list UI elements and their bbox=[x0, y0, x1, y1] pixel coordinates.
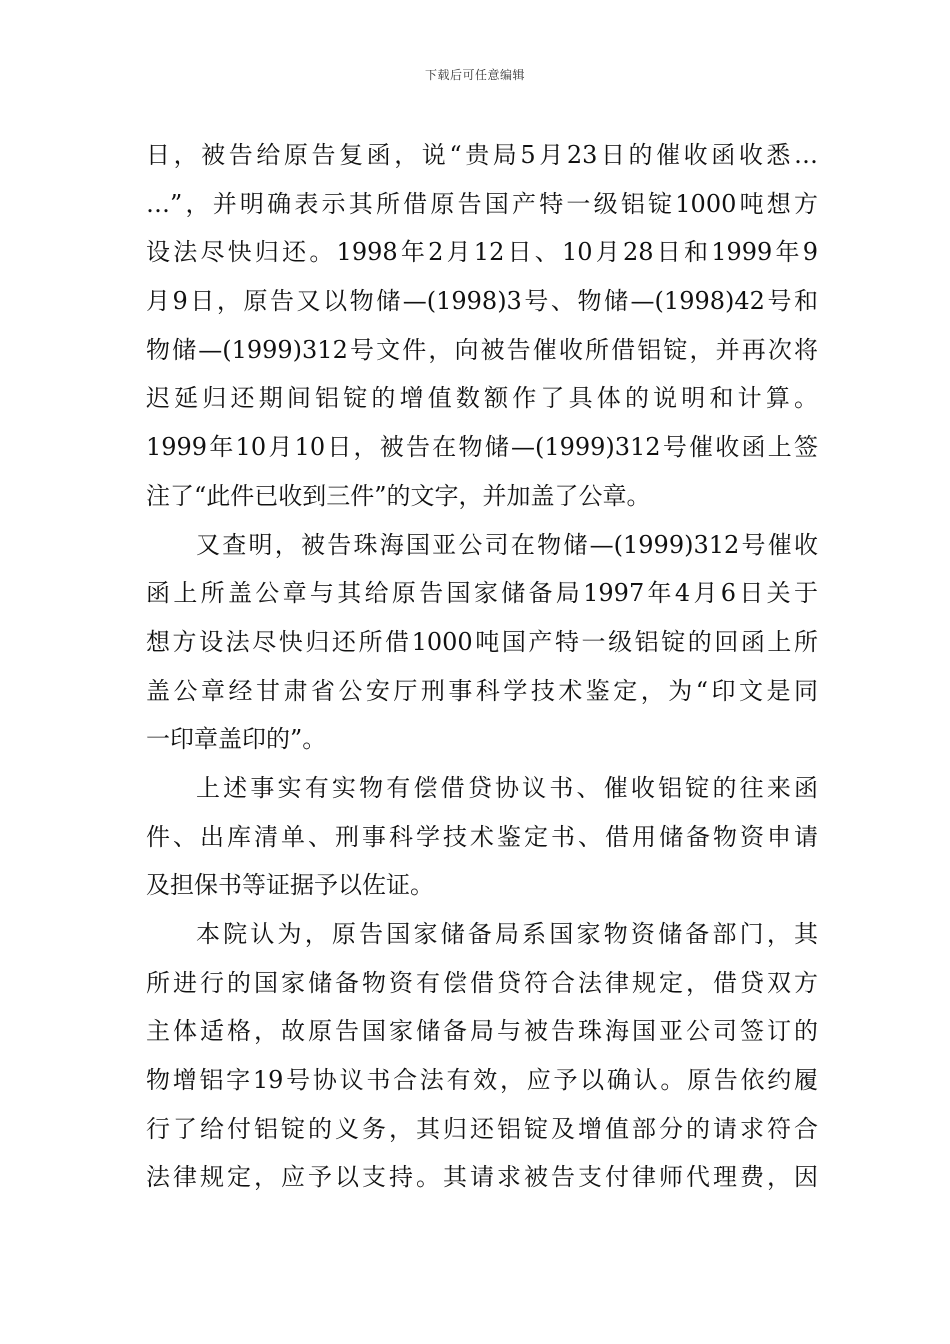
text-line: 月9日，原告又以物储—(1998)3号、物储—(1998)42号和 bbox=[146, 287, 818, 316]
text-line: 迟延归还期间铝锭的增值数额作了具体的说明和计算。 bbox=[146, 384, 818, 413]
text-line: 上述事实有实物有偿借贷协议书、催收铝锭的往来函 bbox=[196, 773, 818, 802]
text-line: …”，并明确表示其所借原告国产特一级铝锭1000吨想方 bbox=[146, 189, 818, 218]
text-line: 物增铝字19号协议书合法有效，应予以确认。原告依约履 bbox=[146, 1066, 818, 1095]
text-line: 行了给付铝锭的义务，其归还铝锭及增值部分的请求符合 bbox=[146, 1114, 818, 1143]
text-line: 设法尽快归还。1998年2月12日、10月28日和1999年9 bbox=[146, 238, 818, 267]
page-header: 下载后可任意编辑 bbox=[424, 68, 525, 82]
text-line: 法律规定，应予以支持。其请求被告支付律师代理费，因 bbox=[146, 1163, 818, 1192]
text-line: 想方设法尽快归还所借1000吨国产特一级铝锭的回函上所 bbox=[146, 627, 818, 656]
text-line: 又查明，被告珠海国亚公司在物储—(1999)312号催收 bbox=[196, 530, 818, 559]
text-line: 盖公章经甘肃省公安厅刑事科学技术鉴定，为“印文是同 bbox=[146, 676, 818, 705]
text-line: 1999年10月10日，被告在物储—(1999)312号催收函上签 bbox=[146, 433, 818, 462]
text-line: 注了“此件已收到三件”的文字，并加盖了公章。 bbox=[146, 481, 651, 510]
document-body bbox=[146, 131, 818, 1202]
text-line: 主体适格，故原告国家储备局与被告珠海国亚公司签订的 bbox=[146, 1017, 818, 1046]
text-line: 件、出库清单、刑事科学技术鉴定书、借用储备物资申请 bbox=[146, 822, 818, 851]
text-line: 函上所盖公章与其给原告国家储备局1997年4月6日关于 bbox=[146, 579, 818, 608]
text-line: 所进行的国家储备物资有偿借贷符合法律规定，借贷双方 bbox=[146, 968, 818, 997]
text-line: 本院认为，原告国家储备局系国家物资储备部门，其 bbox=[196, 920, 818, 948]
text-line: 及担保书等证据予以佐证。 bbox=[146, 871, 434, 900]
text-line: 物储—(1999)312号文件，向被告催收所借铝锭，并再次将 bbox=[146, 335, 818, 364]
text-line: 一印章盖印的”。 bbox=[146, 725, 327, 754]
text-line: 日，被告给原告复函，说“贵局5月23日的催收函收悉… bbox=[146, 141, 818, 169]
